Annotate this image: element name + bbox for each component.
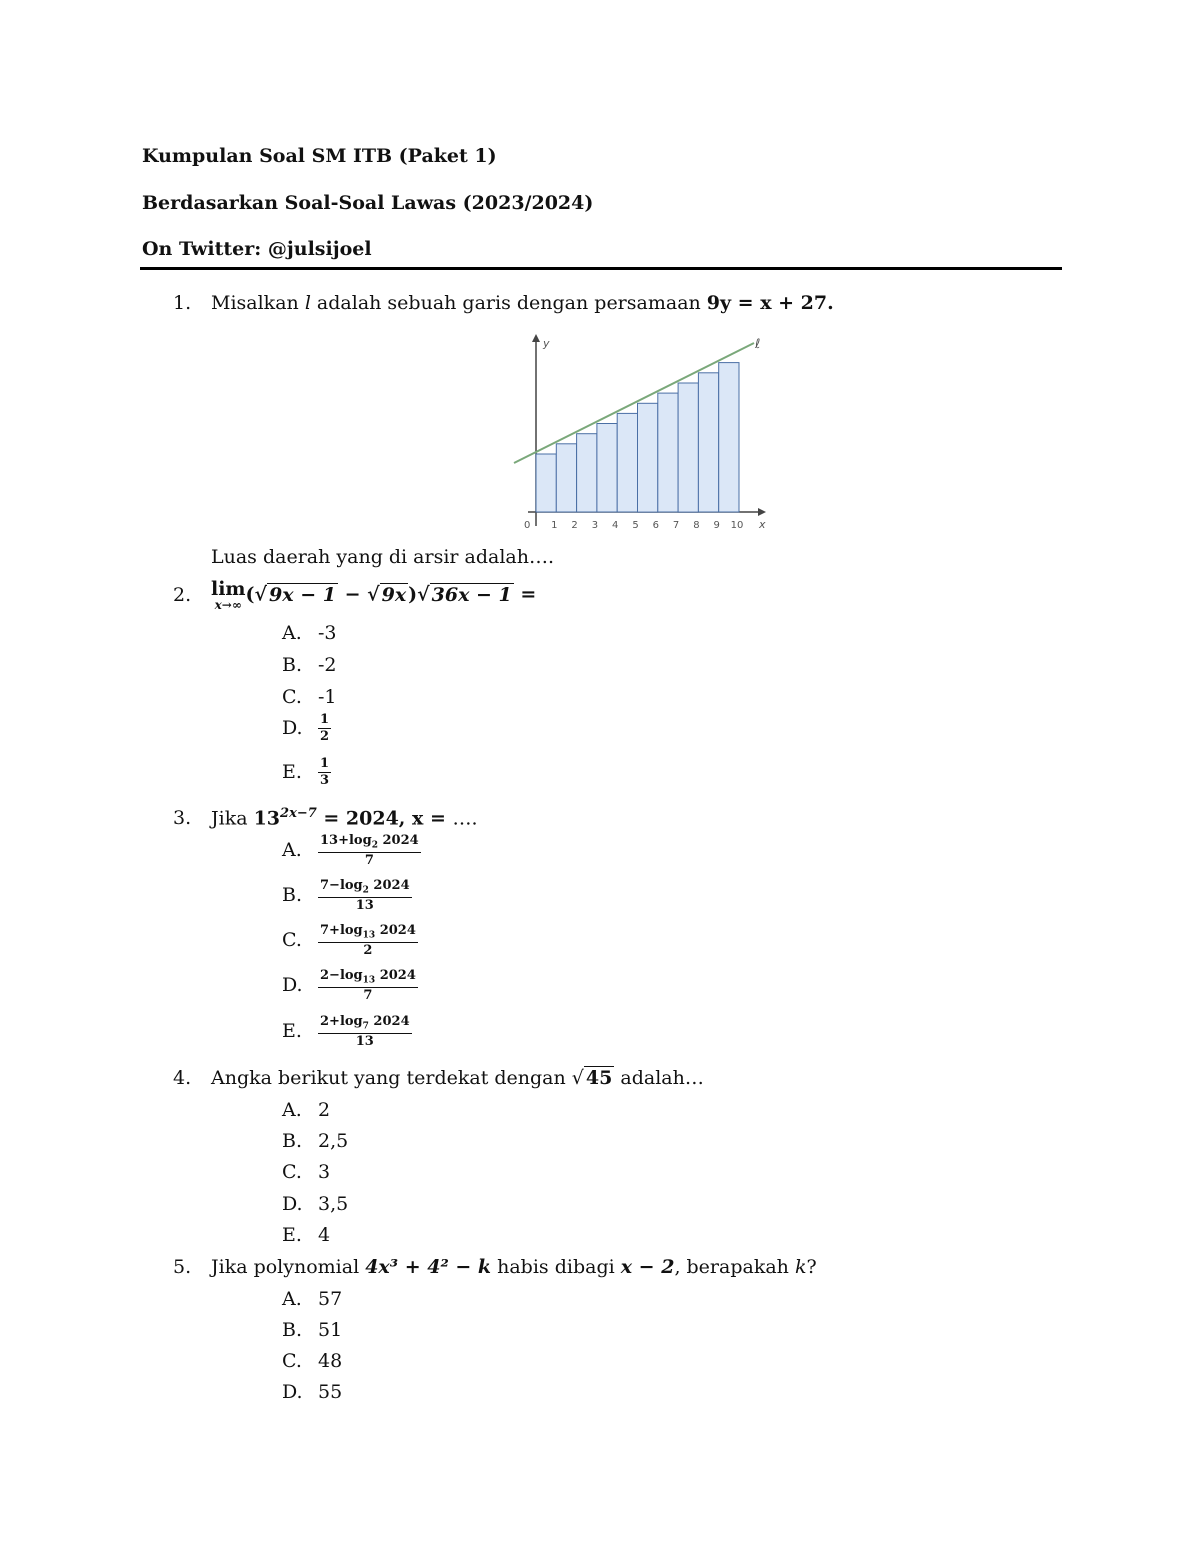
option-label: C. xyxy=(282,1161,302,1183)
option-value: 4 xyxy=(318,1224,331,1246)
q2-radicand-3: 36x − 1 xyxy=(431,583,512,606)
shaded-rectangle xyxy=(577,434,597,512)
numerator xyxy=(318,969,418,988)
q2-option-d[interactable] xyxy=(282,713,331,745)
q2-minus: − √ xyxy=(337,583,380,606)
q5-option-c[interactable] xyxy=(282,1350,342,1372)
fraction xyxy=(318,1015,412,1050)
x-tick-label: 1 xyxy=(551,520,558,531)
option-value: 2 xyxy=(318,1099,331,1121)
option-label: D. xyxy=(282,716,303,739)
option-value: 2,5 xyxy=(318,1130,349,1152)
shaded-rectangle xyxy=(719,363,739,512)
q4-radicand: 45 xyxy=(585,1067,613,1089)
shaded-rectangle xyxy=(556,444,576,512)
x-tick-labels xyxy=(524,520,743,531)
option-label: B. xyxy=(282,1319,303,1341)
option-label: C. xyxy=(282,1350,302,1372)
numerator xyxy=(318,1015,412,1034)
q1-text-b: adalah sebuah garis dengan persamaan xyxy=(310,292,707,314)
option-value: 3 xyxy=(318,1161,331,1183)
limit-operator xyxy=(211,580,246,611)
fraction xyxy=(318,924,418,959)
question-number: 5. xyxy=(173,1256,192,1278)
q2-equals: = xyxy=(513,583,537,606)
q1-var: l xyxy=(304,292,311,314)
q5-var: k xyxy=(794,1256,807,1278)
question-number: 4. xyxy=(173,1067,192,1089)
log-arg: 2024 xyxy=(375,968,416,983)
q4-text-b: adalah… xyxy=(614,1067,704,1089)
q5-text-b: habis dibagi xyxy=(491,1256,621,1278)
q5-expression: 4x³ + 4² − k xyxy=(365,1256,492,1278)
q4-text-a: Angka berikut yang terdekat dengan √ xyxy=(211,1067,584,1089)
document-title: Kumpulan Soal SM ITB (Paket 1) xyxy=(142,145,497,167)
q2-close: )√ xyxy=(408,583,430,606)
q2-option-e[interactable] xyxy=(282,757,331,789)
shaded-rectangle xyxy=(597,424,617,513)
q3-option-e[interactable] xyxy=(282,1015,412,1050)
log-pre: 7−log xyxy=(320,878,363,893)
shaded-rectangle xyxy=(698,373,718,512)
q4-option-d[interactable] xyxy=(282,1193,348,1215)
question-1 xyxy=(173,292,834,314)
shaded-rectangle xyxy=(678,383,698,512)
q3-dots: …. xyxy=(452,807,478,830)
log-pre: 2+log xyxy=(320,1014,363,1029)
option-label: B. xyxy=(282,884,303,907)
y-axis-arrow-icon xyxy=(532,334,540,342)
x-tick-label: 0 xyxy=(524,520,531,531)
option-label: D. xyxy=(282,1193,303,1215)
option-value: 55 xyxy=(318,1381,343,1403)
q1-text-a: Misalkan xyxy=(211,292,305,314)
numerator xyxy=(318,879,412,898)
denominator: 7 xyxy=(364,853,374,869)
question-number: 3. xyxy=(173,807,192,830)
q2-option-a[interactable] xyxy=(282,622,337,644)
x-tick-label: 5 xyxy=(632,520,639,531)
log-base: 2 xyxy=(362,885,369,896)
document-subtitle: Berdasarkan Soal-Soal Lawas (2023/2024) xyxy=(142,192,594,214)
q3-rest: = 2024, x = xyxy=(316,807,453,830)
log-base: 2 xyxy=(371,840,378,851)
q3-option-b[interactable] xyxy=(282,879,412,914)
numerator xyxy=(318,924,418,943)
lim-word: lim xyxy=(211,578,246,600)
q3-text-a: Jika xyxy=(211,807,254,830)
option-label: E. xyxy=(282,1224,302,1246)
option-label: E. xyxy=(282,1020,302,1043)
fraction xyxy=(318,713,331,745)
numerator xyxy=(318,834,421,853)
numerator: 1 xyxy=(318,713,331,729)
shaded-rectangle xyxy=(658,393,678,512)
option-value: 3,5 xyxy=(318,1193,349,1215)
option-value: 51 xyxy=(318,1319,343,1341)
q5-text-c: , berapakah xyxy=(674,1256,795,1278)
option-label: A. xyxy=(282,1288,302,1310)
log-base: 13 xyxy=(362,975,376,986)
q5-text-a: Jika polynomial xyxy=(211,1256,366,1278)
log-base: 7 xyxy=(362,1021,369,1032)
shaded-rectangle xyxy=(617,413,637,512)
log-pre: 13+log xyxy=(320,833,372,848)
fraction xyxy=(318,757,331,789)
header-divider xyxy=(140,267,1062,270)
log-arg: 2024 xyxy=(375,923,416,938)
q4-option-b[interactable] xyxy=(282,1130,348,1152)
option-value: 57 xyxy=(318,1288,343,1310)
log-pre: 2−log xyxy=(320,968,363,983)
twitter-handle: On Twitter: @julsijoel xyxy=(142,238,372,260)
q2-radicand-1: 9x − 1 xyxy=(269,583,336,606)
q1-figure-riemann-chart xyxy=(510,330,772,536)
fraction xyxy=(318,969,418,1004)
q4-option-e[interactable] xyxy=(282,1224,330,1246)
line-l-label: ℓ xyxy=(755,337,761,352)
question-number: 1. xyxy=(173,292,192,314)
option-value: -1 xyxy=(318,686,337,708)
question-number: 2. xyxy=(173,583,192,606)
option-value: -3 xyxy=(318,622,337,644)
log-base: 13 xyxy=(362,930,376,941)
x-tick-label: 10 xyxy=(730,520,744,531)
x-axis-label: x xyxy=(759,518,766,531)
question-5 xyxy=(173,1256,817,1278)
x-tick-label: 6 xyxy=(652,520,659,531)
option-label: C. xyxy=(282,686,302,708)
q5-option-d[interactable] xyxy=(282,1381,342,1403)
q3-option-d[interactable] xyxy=(282,969,418,1004)
q4-option-a[interactable] xyxy=(282,1099,330,1121)
denominator: 7 xyxy=(363,988,373,1004)
x-tick-label: 7 xyxy=(672,520,680,531)
numerator: 1 xyxy=(318,757,331,773)
fraction xyxy=(318,834,421,869)
denominator: 3 xyxy=(320,773,330,789)
question-4 xyxy=(173,1067,704,1089)
option-label: A. xyxy=(282,1099,302,1121)
q3-exponent: 2x−7 xyxy=(280,806,317,821)
x-tick-label: 8 xyxy=(693,520,700,531)
q2-option-b[interactable] xyxy=(282,654,337,676)
option-label: E. xyxy=(282,760,302,783)
question-3 xyxy=(173,806,478,829)
denominator: 2 xyxy=(320,729,330,745)
q5-text-d: ? xyxy=(806,1256,817,1278)
option-label: B. xyxy=(282,654,303,676)
log-arg: 2024 xyxy=(377,833,419,848)
q3-option-a[interactable] xyxy=(282,834,421,869)
option-label: D. xyxy=(282,974,303,997)
x-tick-label: 4 xyxy=(612,520,619,531)
y-axis-label: y xyxy=(543,337,550,350)
x-axis-arrow-icon xyxy=(758,508,766,516)
log-pre: 7+log xyxy=(320,923,363,938)
denominator: 13 xyxy=(355,1034,374,1050)
question-2 xyxy=(173,580,536,611)
q3-base: 13 xyxy=(253,807,281,830)
x-tick-label: 3 xyxy=(591,520,599,531)
q5-divisor: x − 2 xyxy=(620,1256,675,1278)
denominator: 13 xyxy=(355,898,374,914)
q5-option-a[interactable] xyxy=(282,1288,342,1310)
option-label: C. xyxy=(282,929,302,952)
option-label: A. xyxy=(282,622,302,644)
log-arg: 2024 xyxy=(368,1014,410,1029)
denominator: 2 xyxy=(363,943,373,959)
x-tick-label: 2 xyxy=(571,520,578,531)
option-value: 48 xyxy=(318,1350,343,1372)
fraction xyxy=(318,879,412,914)
shaded-rectangle xyxy=(638,403,658,512)
log-arg: 2024 xyxy=(368,878,410,893)
q5-option-b[interactable] xyxy=(282,1319,342,1341)
option-label: B. xyxy=(282,1130,303,1152)
shaded-rectangle xyxy=(536,454,556,512)
q3-option-c[interactable] xyxy=(282,924,418,959)
q2-option-c[interactable] xyxy=(282,686,337,708)
x-tick-label: 9 xyxy=(713,520,720,531)
q2-radicand-2: 9x xyxy=(381,583,407,606)
q2-open: (√ xyxy=(245,583,268,606)
q1-equation: 9y = x + 27. xyxy=(706,292,834,314)
q1-followup: Luas daerah yang di arsir adalah…. xyxy=(211,546,555,568)
option-value: -2 xyxy=(318,654,337,676)
option-label: A. xyxy=(282,839,302,862)
lim-subscript: x→∞ xyxy=(214,598,242,612)
option-label: D. xyxy=(282,1381,303,1403)
q4-option-c[interactable] xyxy=(282,1161,330,1183)
